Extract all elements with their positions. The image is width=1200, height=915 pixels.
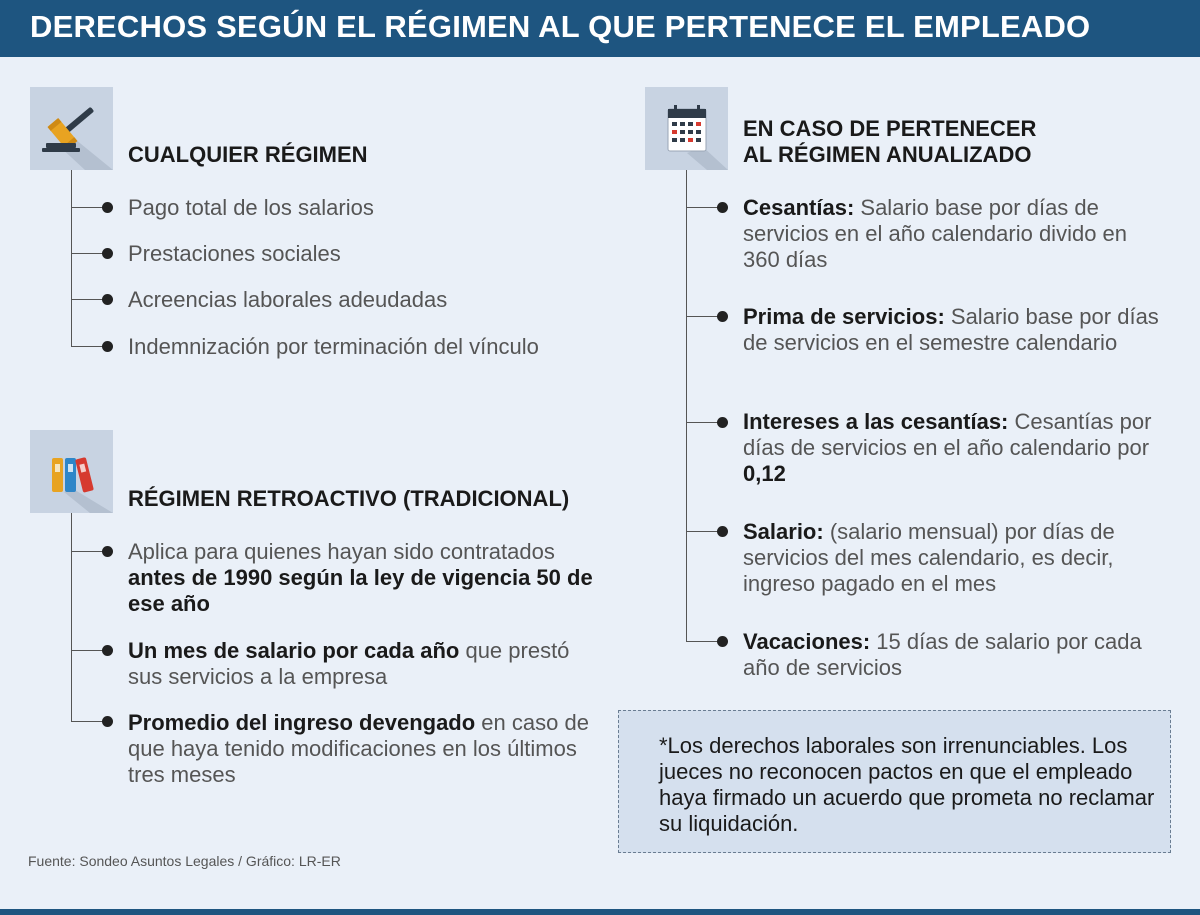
- list-item: Aplica para quienes hayan sido contratados antes de 1990 según la ley de vigencia 50 de ese año: [128, 539, 593, 616]
- disclaimer-box: [618, 710, 1171, 853]
- source-credit: Fuente: Sondeo Asuntos Legales / Gráfico: LR-ER: [28, 853, 341, 869]
- bullet: [717, 311, 728, 322]
- list-item: Indemnización por terminación del vínculo: [128, 334, 539, 359]
- folders-icon-box: [30, 430, 113, 513]
- disclaimer-text: *Los derechos laborales son irrenunciables. Los jueces no reconocen pactos en que el empleado haya firmado un acuerdo que prometa no reclamar su liquidación.: [659, 733, 1155, 836]
- list-item: Acreencias laborales adeudadas: [128, 287, 448, 312]
- section-title-anualizado-line2: AL RÉGIMEN ANUALIZADO: [743, 142, 1032, 167]
- list-item: Intereses a las cesantías: Cesantías por días de servicios en el año calendario por 0,12: [743, 409, 1152, 486]
- list-item: Vacaciones: 15 días de salario por cada año de servicios: [743, 629, 1142, 680]
- bullet: [102, 546, 113, 557]
- gavel-icon-box: [30, 87, 113, 170]
- bullet: [102, 645, 113, 656]
- bullet: [717, 417, 728, 428]
- header-bar: [0, 0, 1200, 57]
- folders-icon: [30, 430, 113, 513]
- bullet: [102, 716, 113, 727]
- list-item: Salario: (salario mensual) por días de servicios del mes calendario, es decir, ingreso pagado en el mes: [743, 519, 1115, 596]
- page-title: DERECHOS SEGÚN EL RÉGIMEN AL QUE PERTENECE EL EMPLEADO: [30, 9, 1091, 44]
- list-item: Pago total de los salarios: [128, 195, 374, 220]
- list-item: Prima de servicios: Salario base por días de servicios en el semestre calendario: [743, 304, 1159, 355]
- list-item: Prestaciones sociales: [128, 241, 341, 266]
- list-item: Cesantías: Salario base por días de servicios en el año calendario divido en 360 días: [743, 195, 1128, 272]
- calendar-icon: [645, 87, 728, 170]
- bullet: [102, 202, 113, 213]
- section-title-anualizado-line1: EN CASO DE PERTENECER: [743, 116, 1037, 141]
- section-title-cualquier: CUALQUIER RÉGIMEN: [128, 142, 368, 167]
- tree-line: [71, 513, 72, 721]
- bullet: [102, 341, 113, 352]
- list-item: Promedio del ingreso devengado en caso de que haya tenido modificaciones en los últimos tres meses: [128, 710, 589, 787]
- bullet: [102, 294, 113, 305]
- bullet: [717, 636, 728, 647]
- bullet: [717, 526, 728, 537]
- bullet: [717, 202, 728, 213]
- list-item: Un mes de salario por cada año que prestó sus servicios a la empresa: [128, 638, 570, 689]
- section-title-retroactivo: RÉGIMEN RETROACTIVO (TRADICIONAL): [128, 486, 570, 511]
- gavel-icon: [30, 87, 113, 170]
- calendar-icon-box: [645, 87, 728, 170]
- tree-line: [71, 170, 72, 346]
- bullet: [102, 248, 113, 259]
- footer-bar: [0, 909, 1200, 915]
- tree-line: [686, 170, 687, 641]
